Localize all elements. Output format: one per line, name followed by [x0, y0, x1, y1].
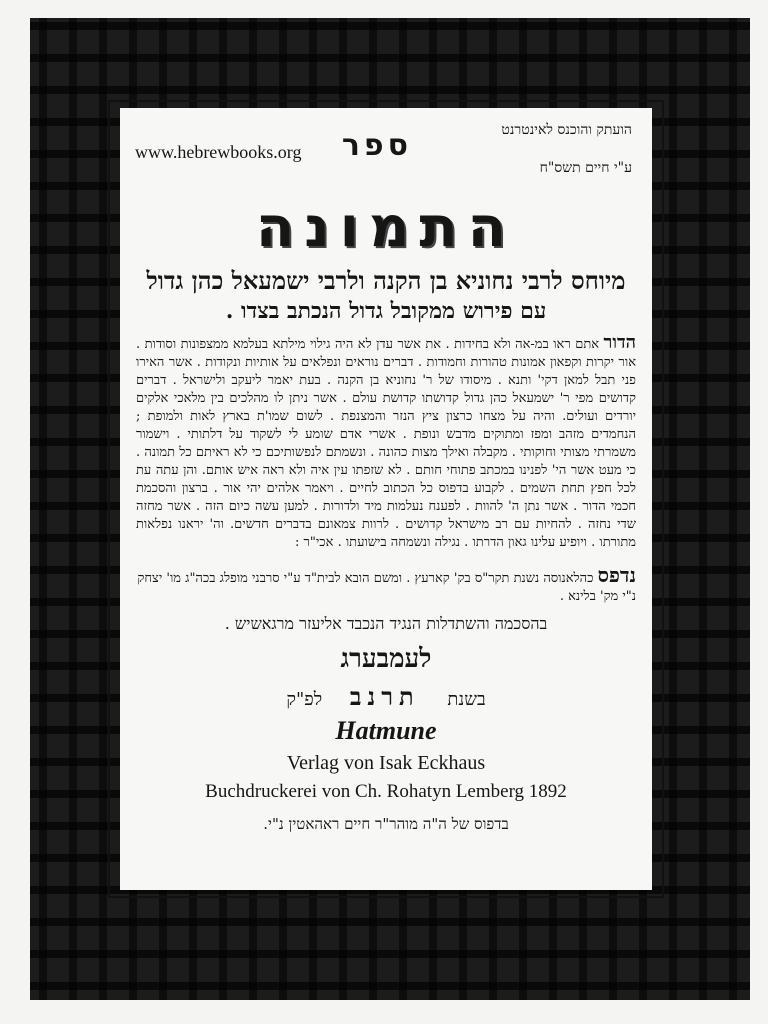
intro-word: הדור	[603, 332, 636, 353]
copy-note-line1: הועתק והוכנס לאינטרנט	[501, 122, 632, 138]
printer-line: Buchdruckerei von Ch. Rohatyn Lemberg 1892	[205, 781, 567, 802]
intro-paragraph	[130, 334, 642, 552]
year-value: תרנב	[349, 682, 420, 711]
printed-label: נדפס	[597, 563, 636, 587]
year-prefix: בשנת	[447, 689, 486, 710]
printer-hebrew: בדפוס של ה"ה מוהר"ר חיים ראהאטין נ"י.	[263, 815, 509, 833]
year-suffix: לפ"ק	[286, 689, 323, 710]
attribution: מיוחס לרבי נחוניא בן הקנה ולרבי ישמעאל כהן גדול	[146, 266, 626, 295]
header-block	[130, 118, 642, 210]
supervision-line: בהסכמה והשתדלות הנגיד הנכבד אליעזר מרגאשיש .	[224, 614, 548, 633]
intro-body: אתם ראו במ-אה ולא בחידות . את אשר עדן לא היה גילוי מילתא בעלמא ממצפונות וסודות . אור יקרות וקפאון אמונות טהורות וחמודות . דברים נוראים ונפלאים על אותיות ונקודות . אשר האירו פני תבל למאן דקי' ותנא . מיסודו של ר' נחוניא בן הקנה . בעת יאמר ליעקב ולישראל . דברים קדושים מפי ר' ישמעאל כהן גדול קדושתו קדושת עולם . אשר ניתן לו מהלכים בין מלאכי אלקים יורדים ועולים. והיה על מצחו כרצון ציץ הנזר והמצנפת . לשום שמו'ת בארץ לאות ולמופת ; הנחמדים מזהב ומפז ומתוקים מדבש ונופת . אשרי אדם שומע לי לשקוד על דלתותי . וישמור משמרתי מצותי וחוקותי . מקבלה ואילך מצות כהונה . ונשמתם לנפשותיכם כי לא ראיתם כל תמונה . כי מעט אשר הי' לפנינו במכתב פתוחי חותם . לא שזפתו עין איה ולא ראה איש אותם. והן עתה עת לכל חפץ תחת השמים . לקבוע בדפוס כל הכתוב לחיים . ויאמר אלהים יהי אור . ברצון והסכמת חכמי הדור . אשר נתן ה' להוות . לפענח נעלמות מיד ולדורות . למען עשה כיום הזה . אשר מחזה שדי נחזה . להחיות עם רב מישראל קדושים . לרוות צמאונם בדברים חדשים. וה' יראנו נפלאות מתורתו . ויופיע עלינו גאון הדרתו . נגילה ונשמחה בישועתו . אכי"ר :	[136, 337, 636, 550]
sefer-label: ספר	[341, 128, 412, 163]
website-link[interactable]: www.hebrewbooks.org	[135, 142, 302, 162]
commentary-note: עם פירוש ממקובל גדול הנכתב בצדו .	[225, 298, 547, 324]
publisher-line: Verlag von Isak Eckhaus	[286, 752, 486, 774]
printed-note	[130, 563, 642, 606]
year-line	[130, 682, 642, 712]
content-area	[120, 108, 652, 890]
city-name: לעמבערג	[340, 644, 432, 674]
latin-title: Hatmune	[335, 716, 437, 745]
copy-note-line2: ע"י חיים תשס"ח	[539, 160, 632, 176]
book-title: התמונה	[255, 195, 517, 260]
printed-text: כהלאנוסה נשנת תקר"ס בק' קארעץ . ומשם הובא לבית"ד ע"י סרבני מופלג בכה"ג מו' יצחק נ"י מק' בלינא .	[137, 571, 636, 604]
